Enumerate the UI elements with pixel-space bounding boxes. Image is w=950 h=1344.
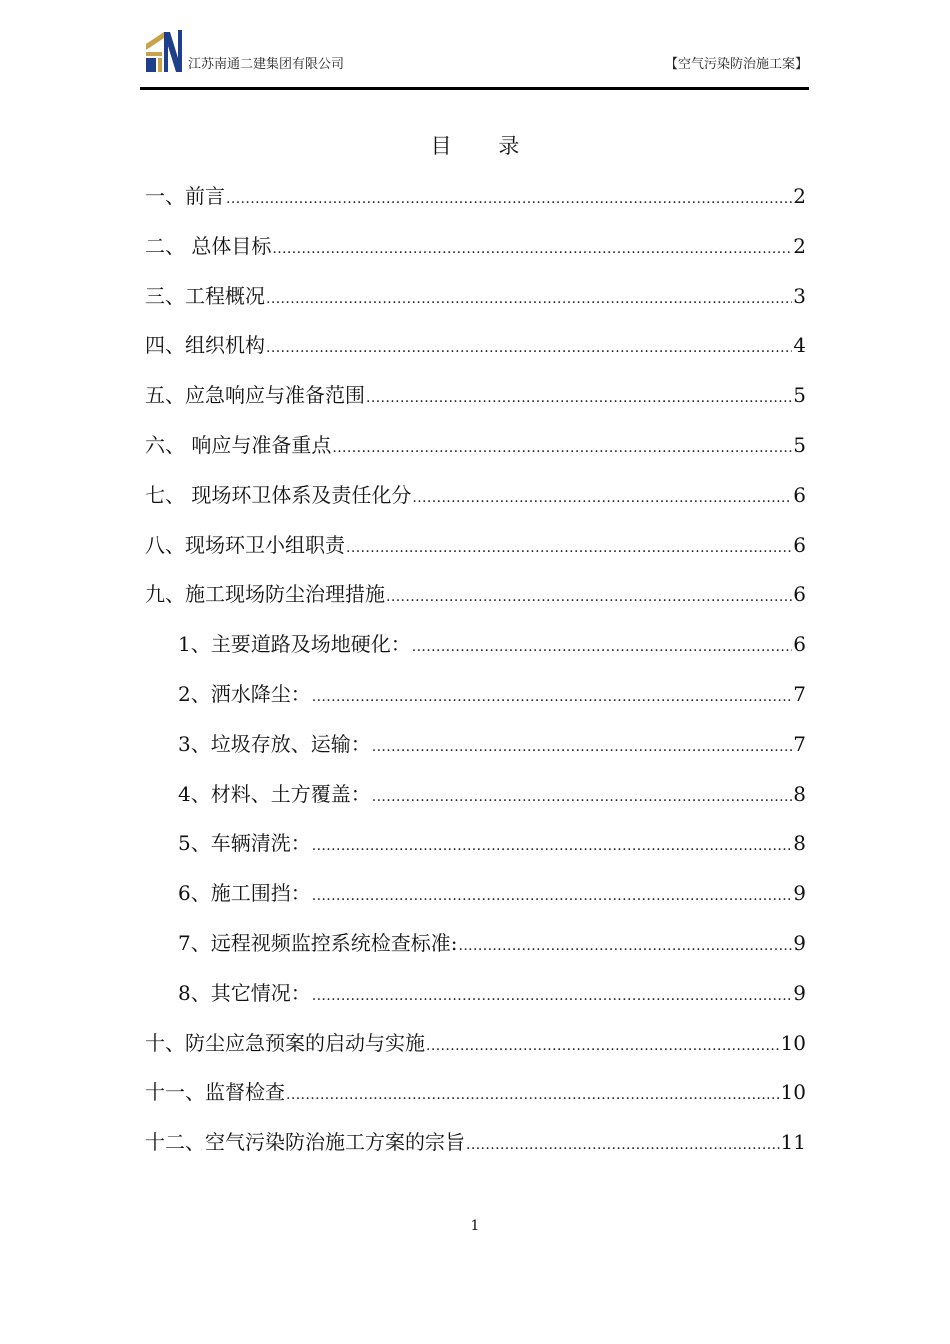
toc-dot-leader <box>312 881 793 911</box>
toc-entry-page: 7 <box>793 682 806 706</box>
toc-entry[interactable] <box>145 181 806 211</box>
toc-entry-page: 6 <box>793 482 806 507</box>
toc-entry[interactable] <box>178 729 806 759</box>
toc-dot-leader <box>266 333 792 363</box>
toc-entry-page: 10 <box>780 1030 806 1055</box>
toc-entry[interactable] <box>145 380 806 410</box>
toc-dot-leader <box>312 981 793 1011</box>
toc-entry[interactable] <box>178 779 806 809</box>
toc-dot-leader <box>412 632 793 662</box>
toc-entry-label: 6、施工围挡： <box>178 881 311 906</box>
toc-entry[interactable] <box>145 430 806 460</box>
toc-dot-leader <box>458 931 792 961</box>
toc-entry-page: 9 <box>793 931 806 955</box>
toc-entry-label: 2、洒水降尘： <box>178 682 311 706</box>
toc-entry-label: 三、工程概况 <box>145 283 265 308</box>
toc-dot-leader <box>412 483 792 513</box>
toc-entry-label: 5、车辆清洗： <box>178 831 311 856</box>
toc-dot-leader <box>226 184 792 214</box>
toc-dot-leader <box>312 831 793 861</box>
toc-entry-page: 10 <box>780 1080 806 1105</box>
toc-entry[interactable] <box>145 530 806 560</box>
document-title: 【空气污染防治施工案】 <box>664 57 808 72</box>
toc-entry-label: 4、材料、土方覆盖： <box>178 781 371 806</box>
toc-entry[interactable] <box>145 1077 806 1107</box>
toc-entry-page: 9 <box>793 980 806 1005</box>
toc-entry-page: 9 <box>793 881 806 906</box>
toc-entry-label: 八、现场环卫小组职责 <box>145 532 345 557</box>
toc-entry-page: 5 <box>793 433 806 457</box>
toc-title: 目 录 <box>430 134 540 158</box>
toc-dot-leader <box>332 433 792 463</box>
toc-entry-page: 6 <box>793 632 806 657</box>
toc-dot-leader <box>466 1130 780 1160</box>
toc-entry-label: 7、远程视频监控系统检查标准: <box>178 931 458 955</box>
toc-entry[interactable] <box>145 579 806 609</box>
toc-dot-leader <box>272 234 792 264</box>
toc-dot-leader <box>372 782 793 812</box>
toc-dot-leader <box>286 1080 780 1110</box>
toc-dot-leader <box>426 1031 780 1061</box>
toc-entry-label: 十、防尘应急预案的启动与实施 <box>145 1030 425 1055</box>
toc-entry-label: 十一、监督检查 <box>145 1080 285 1105</box>
toc-dot-leader <box>266 284 792 314</box>
toc-entry-label: 五、应急响应与准备范围 <box>145 383 365 408</box>
toc-entry[interactable] <box>178 679 806 709</box>
toc-entry-label: 3、垃圾存放、运输： <box>178 731 371 756</box>
toc-entry[interactable] <box>145 281 806 311</box>
toc-entry[interactable] <box>178 629 806 659</box>
toc-entry-page: 4 <box>793 333 806 358</box>
toc-entry-page: 6 <box>793 582 806 607</box>
toc-entry-label: 九、施工现场防尘治理措施 <box>145 582 385 607</box>
toc-entry[interactable] <box>145 1028 806 1058</box>
toc-entry[interactable] <box>178 828 806 858</box>
toc-entry[interactable] <box>145 1127 806 1157</box>
toc-entry-label: 四、组织机构 <box>145 333 265 358</box>
toc-entry-label: 1、主要道路及场地硬化： <box>178 632 411 657</box>
toc-entry-page: 11 <box>780 1130 806 1155</box>
toc-entry[interactable] <box>178 978 806 1008</box>
toc-entry-label: 8、其它情况： <box>178 980 311 1005</box>
toc-entry-page: 3 <box>793 283 806 308</box>
toc-entry-page: 5 <box>793 383 806 408</box>
toc-entry-label: 十二、空气污染防治施工方案的宗旨 <box>145 1130 465 1155</box>
toc-entry-label: 一、前言 <box>145 184 225 208</box>
toc-entry-label: 二、 总体目标 <box>145 233 272 258</box>
page-number: 1 <box>470 1218 480 1234</box>
toc-entry-page: 2 <box>793 233 806 258</box>
toc-entry-page: 6 <box>793 532 806 557</box>
toc-entry[interactable] <box>178 928 806 958</box>
toc-entry[interactable] <box>145 330 806 360</box>
toc-entry-page: 8 <box>793 781 806 806</box>
toc-entry[interactable] <box>145 480 806 510</box>
toc-entry-page: 7 <box>793 731 806 756</box>
toc-dot-leader <box>346 533 792 563</box>
toc-dot-leader <box>372 732 793 762</box>
toc-entry[interactable] <box>178 878 806 908</box>
toc-dot-leader <box>386 582 792 612</box>
toc-dot-leader <box>366 383 792 413</box>
toc-entry-label: 六、 响应与准备重点 <box>145 433 332 457</box>
toc-dot-leader <box>312 682 793 712</box>
toc-entry[interactable] <box>145 231 806 261</box>
toc-entry-page: 8 <box>793 831 806 856</box>
toc-entry-label: 七、 现场环卫体系及责任化分 <box>145 482 412 507</box>
toc-entry-page: 2 <box>793 184 806 208</box>
company-name: 江苏南通二建集团有限公司 <box>188 57 345 72</box>
